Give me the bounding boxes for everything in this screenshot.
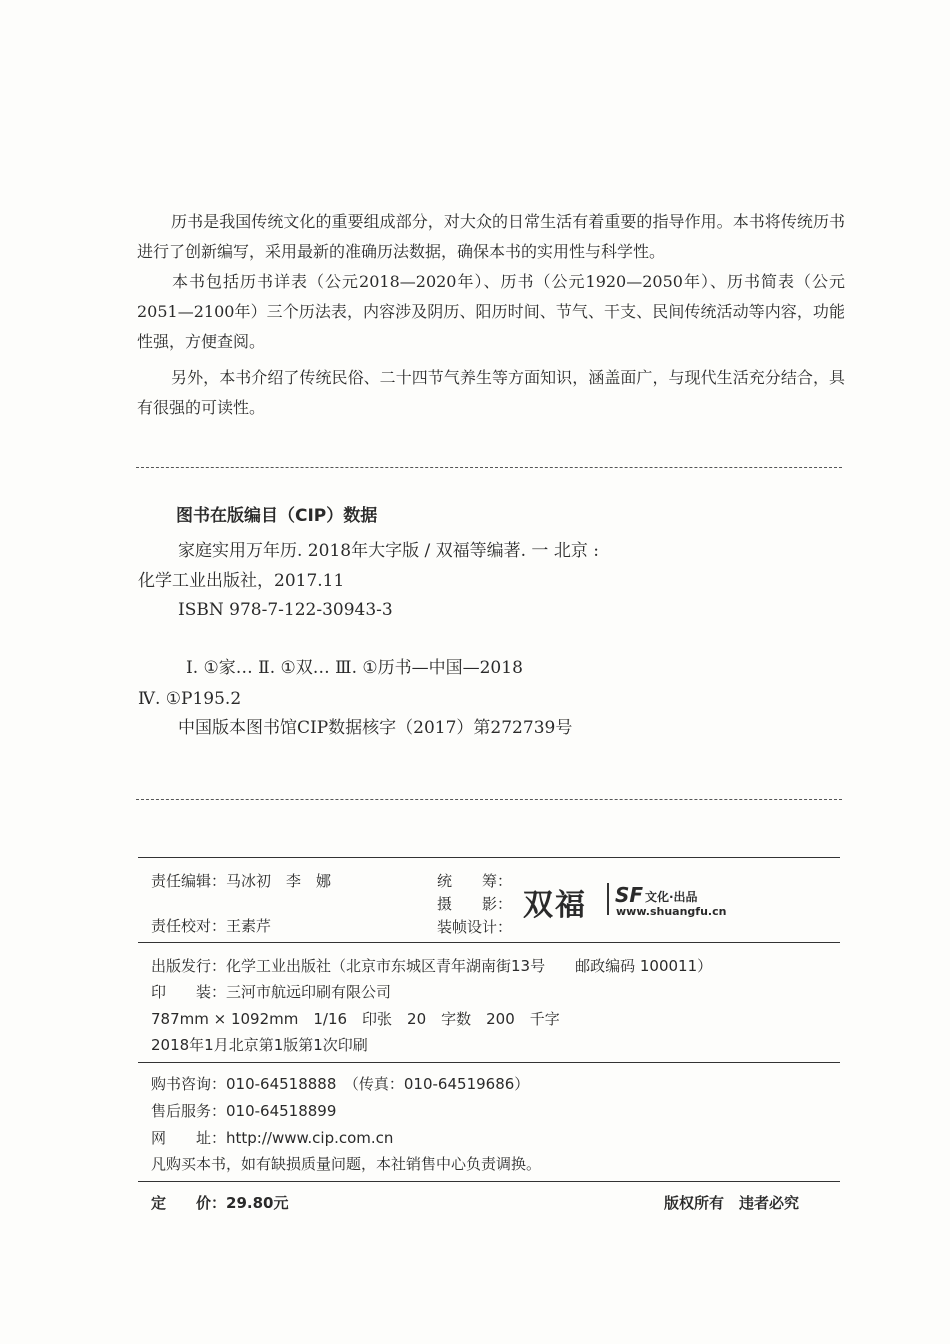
intro-paragraph-2-text: 本书包括历书详表（公元2018—2020年）、历书（公元1920—2050年）、历书简表（公元2051—2100年）三个历法表，内容涉及阴历、阳历时间、节气、干支、民间传统活动等内容，功能性强，方便查阅。 <box>137 272 845 351</box>
logo-separator <box>607 883 609 915</box>
planning-label: 统 筹： <box>437 872 513 890</box>
divider-dashed-bottom <box>136 799 842 800</box>
cip-heading: 图书在版编目（CIP）数据 <box>176 506 378 526</box>
intro-paragraph-1-text: 历书是我国传统文化的重要组成部分，对大众的日常生活有着重要的指导作用。本书将传统历书进行了创新编写，采用最新的准确历法数据，确保本书的实用性与科学性。 <box>137 212 845 261</box>
rule-footer-top <box>138 1181 840 1182</box>
purchase-contact: 购书咨询：010-64518888 （传真：010-64519686） <box>151 1075 530 1093</box>
cip-classification-2: Ⅳ. ①P195.2 <box>138 689 242 709</box>
rule-publishing-top <box>138 942 840 943</box>
website-line: 网 址：http://www.cip.com.cn <box>151 1129 394 1147</box>
publisher-line: 出版发行：化学工业出版社（北京市东城区青年湖南街13号 邮政编码 100011） <box>151 957 713 975</box>
editor-credit <box>151 870 331 891</box>
cip-isbn: ISBN 978-7-122-30943-3 <box>178 600 393 620</box>
logo-sf-mark: SF <box>615 883 644 907</box>
intro-paragraph-1 <box>137 207 845 267</box>
rule-credits-top <box>138 857 840 858</box>
design-label: 装帧设计： <box>437 918 513 936</box>
divider-dashed-top <box>136 467 842 468</box>
proofreader-credit <box>151 915 271 936</box>
rule-contact-top <box>138 1062 840 1063</box>
cip-classification-1: Ⅰ. ①家… Ⅱ. ①双… Ⅲ. ①历书—中国—2018 <box>186 658 523 678</box>
format-line: 787mm × 1092mm 1/16 印张 20 字数 200 千字 <box>151 1010 560 1028</box>
logo-url: www.shuangfu.cn <box>616 905 727 918</box>
intro-paragraph-3-text: 另外，本书介绍了传统民俗、二十四节气养生等方面知识，涵盖面广，与现代生活充分结合，具有很强的可读性。 <box>137 368 845 417</box>
editor-value: 马冰初 李 娜 <box>226 872 332 890</box>
price-line: 定 价：29.80元 <box>151 1194 289 1212</box>
service-contact: 售后服务：010-64518899 <box>151 1102 337 1120</box>
logo-wordmark: 双福 <box>523 888 587 923</box>
logo-tagline: 文化·出品 <box>645 890 698 904</box>
proofreader-value: 王素芹 <box>226 917 272 935</box>
cip-record-number: 中国版本图书馆CIP数据核字（2017）第272739号 <box>178 718 573 738</box>
printer-line: 印 装：三河市航远印刷有限公司 <box>151 983 392 1001</box>
replacement-notice: 凡购买本书，如有缺损质量问题，本社销售中心负责调换。 <box>151 1155 542 1173</box>
photography-label: 摄 影： <box>437 895 513 913</box>
proofreader-label: 责任校对： <box>151 917 227 935</box>
rights-notice: 版权所有 违者必究 <box>664 1194 800 1212</box>
intro-paragraph-2 <box>137 267 845 357</box>
cip-title-line: 家庭实用万年历. 2018年大字版 / 双福等编著. 一 北京 : <box>178 541 599 561</box>
edition-line: 2018年1月北京第1版第1次印刷 <box>151 1036 368 1054</box>
cip-publisher-line: 化学工业出版社，2017.11 <box>138 571 345 591</box>
intro-paragraph-3 <box>137 363 845 423</box>
editor-label: 责任编辑： <box>151 872 227 890</box>
